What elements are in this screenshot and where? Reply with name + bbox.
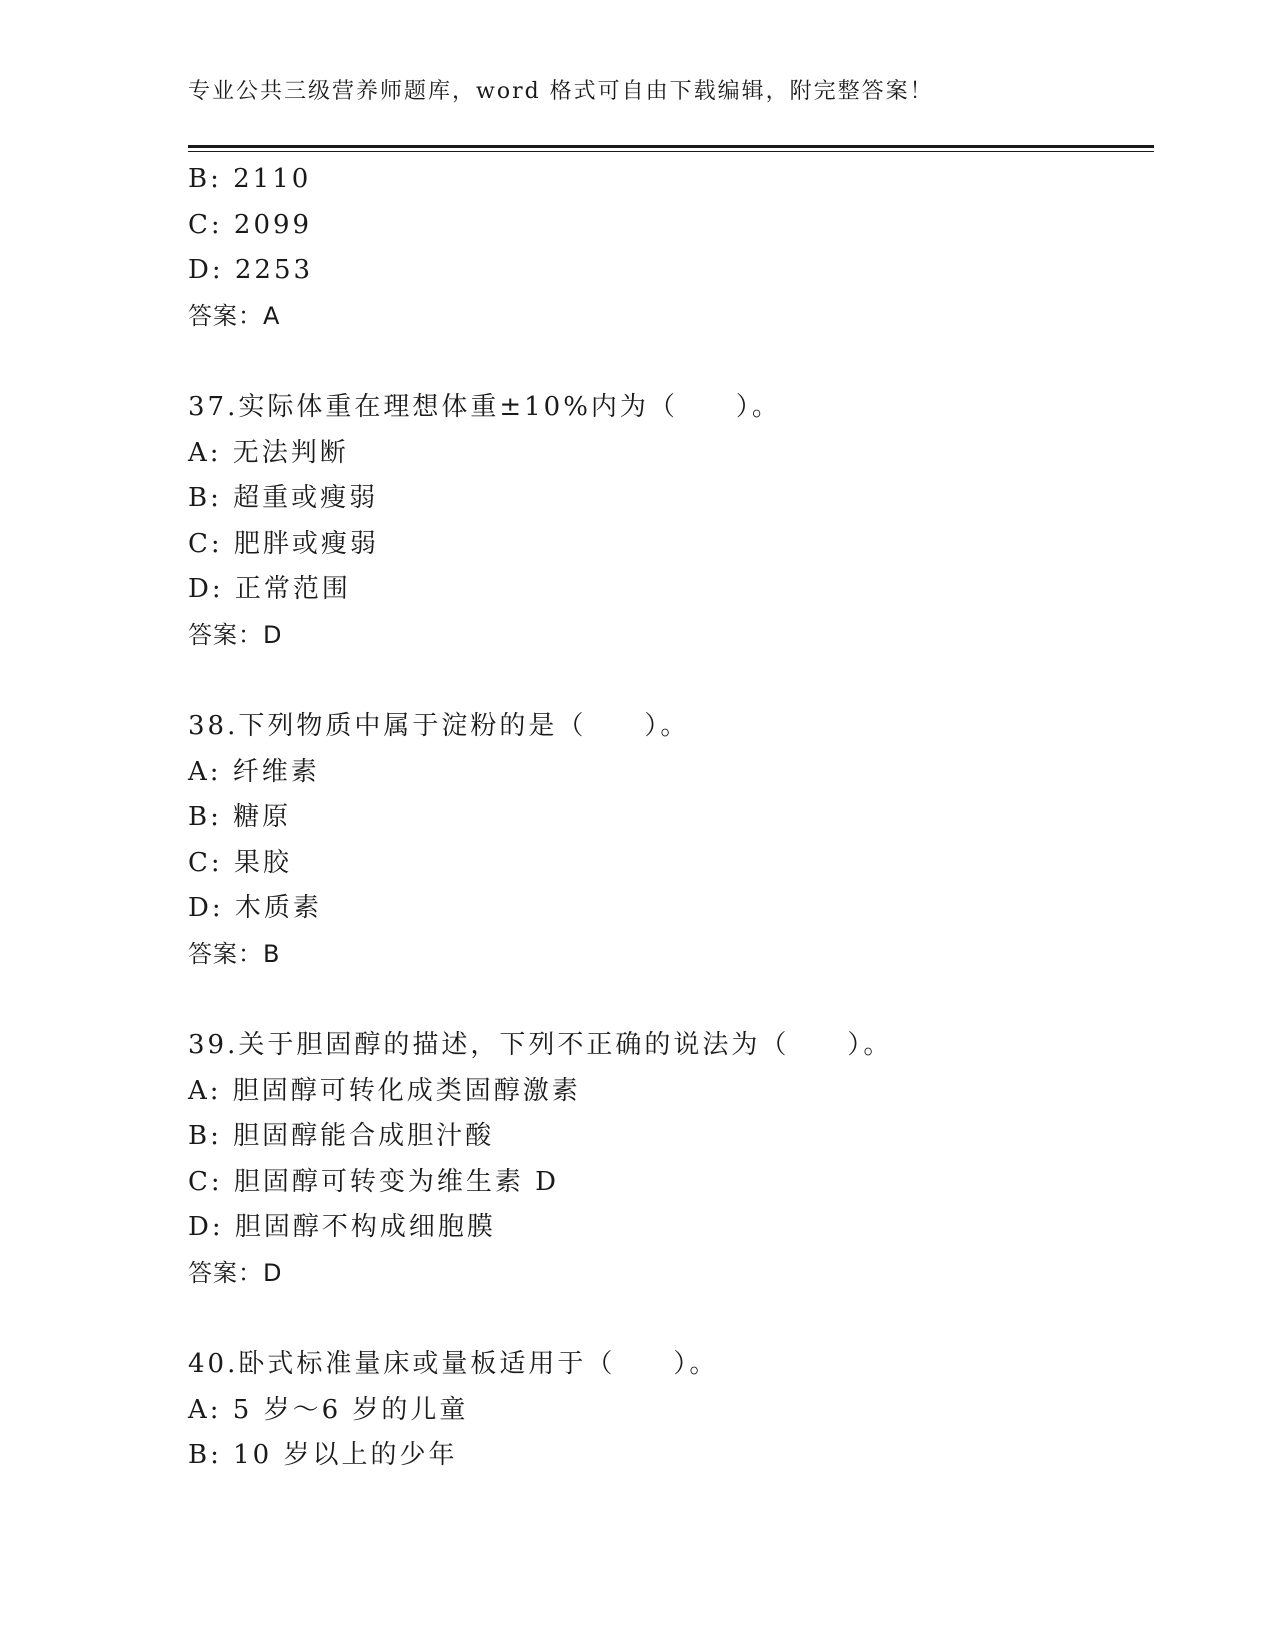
option-a: A: 胆固醇可转化成类固醇激素 — [188, 1075, 581, 1106]
option-d: D: 胆固醇不构成细胞膜 — [188, 1212, 496, 1242]
option-a: A: 无法判断 — [188, 437, 349, 468]
answer-line: 答案：B — [188, 939, 281, 968]
question-stem: 37.实际体重在理想体重±10%内为（ ）。 — [188, 392, 781, 422]
question-block-39 — [188, 1023, 1154, 1296]
document-body — [188, 157, 1154, 1479]
option-c: C: 胆固醇可转变为维生素 D — [188, 1166, 560, 1197]
option-d: D: 木质素 — [188, 893, 322, 923]
page-header: 专业公共三级营养师题库，word 格式可自由下载编辑，附完整答案！ — [188, 79, 934, 104]
header-rule-thick — [188, 145, 1154, 148]
question-block-36 — [188, 157, 1154, 339]
question-block-40 — [188, 1342, 1154, 1479]
option-b: B: 超重或瘦弱 — [188, 483, 379, 513]
answer-line: 答案：D — [188, 1258, 283, 1287]
question-block-37 — [188, 385, 1154, 658]
option-d: D: 正常范围 — [188, 574, 351, 604]
option-b: B: 10 岁以上的少年 — [188, 1440, 458, 1470]
option-b: B: 2110 — [188, 164, 312, 194]
option-a: A: 纤维素 — [188, 756, 320, 787]
answer-line: 答案：A — [188, 301, 281, 330]
option-a: A: 5 岁～6 岁的儿童 — [188, 1394, 469, 1425]
answer-line: 答案：D — [188, 620, 283, 649]
question-stem: 40.卧式标准量床或量板适用于（ ）。 — [188, 1349, 719, 1379]
option-b: B: 糖原 — [188, 802, 292, 832]
option-c: C: 2099 — [188, 209, 313, 240]
question-stem: 38.下列物质中属于淀粉的是（ ）。 — [188, 711, 690, 741]
option-c: C: 肥胖或瘦弱 — [188, 528, 379, 559]
question-block-38 — [188, 704, 1154, 977]
option-b: B: 胆固醇能合成胆汁酸 — [188, 1121, 495, 1151]
header-rule-thin — [188, 151, 1154, 152]
question-stem: 39.关于胆固醇的描述，下列不正确的说法为（ ）。 — [188, 1030, 893, 1060]
option-c: C: 果胶 — [188, 847, 292, 878]
option-d: D: 2253 — [188, 255, 314, 285]
